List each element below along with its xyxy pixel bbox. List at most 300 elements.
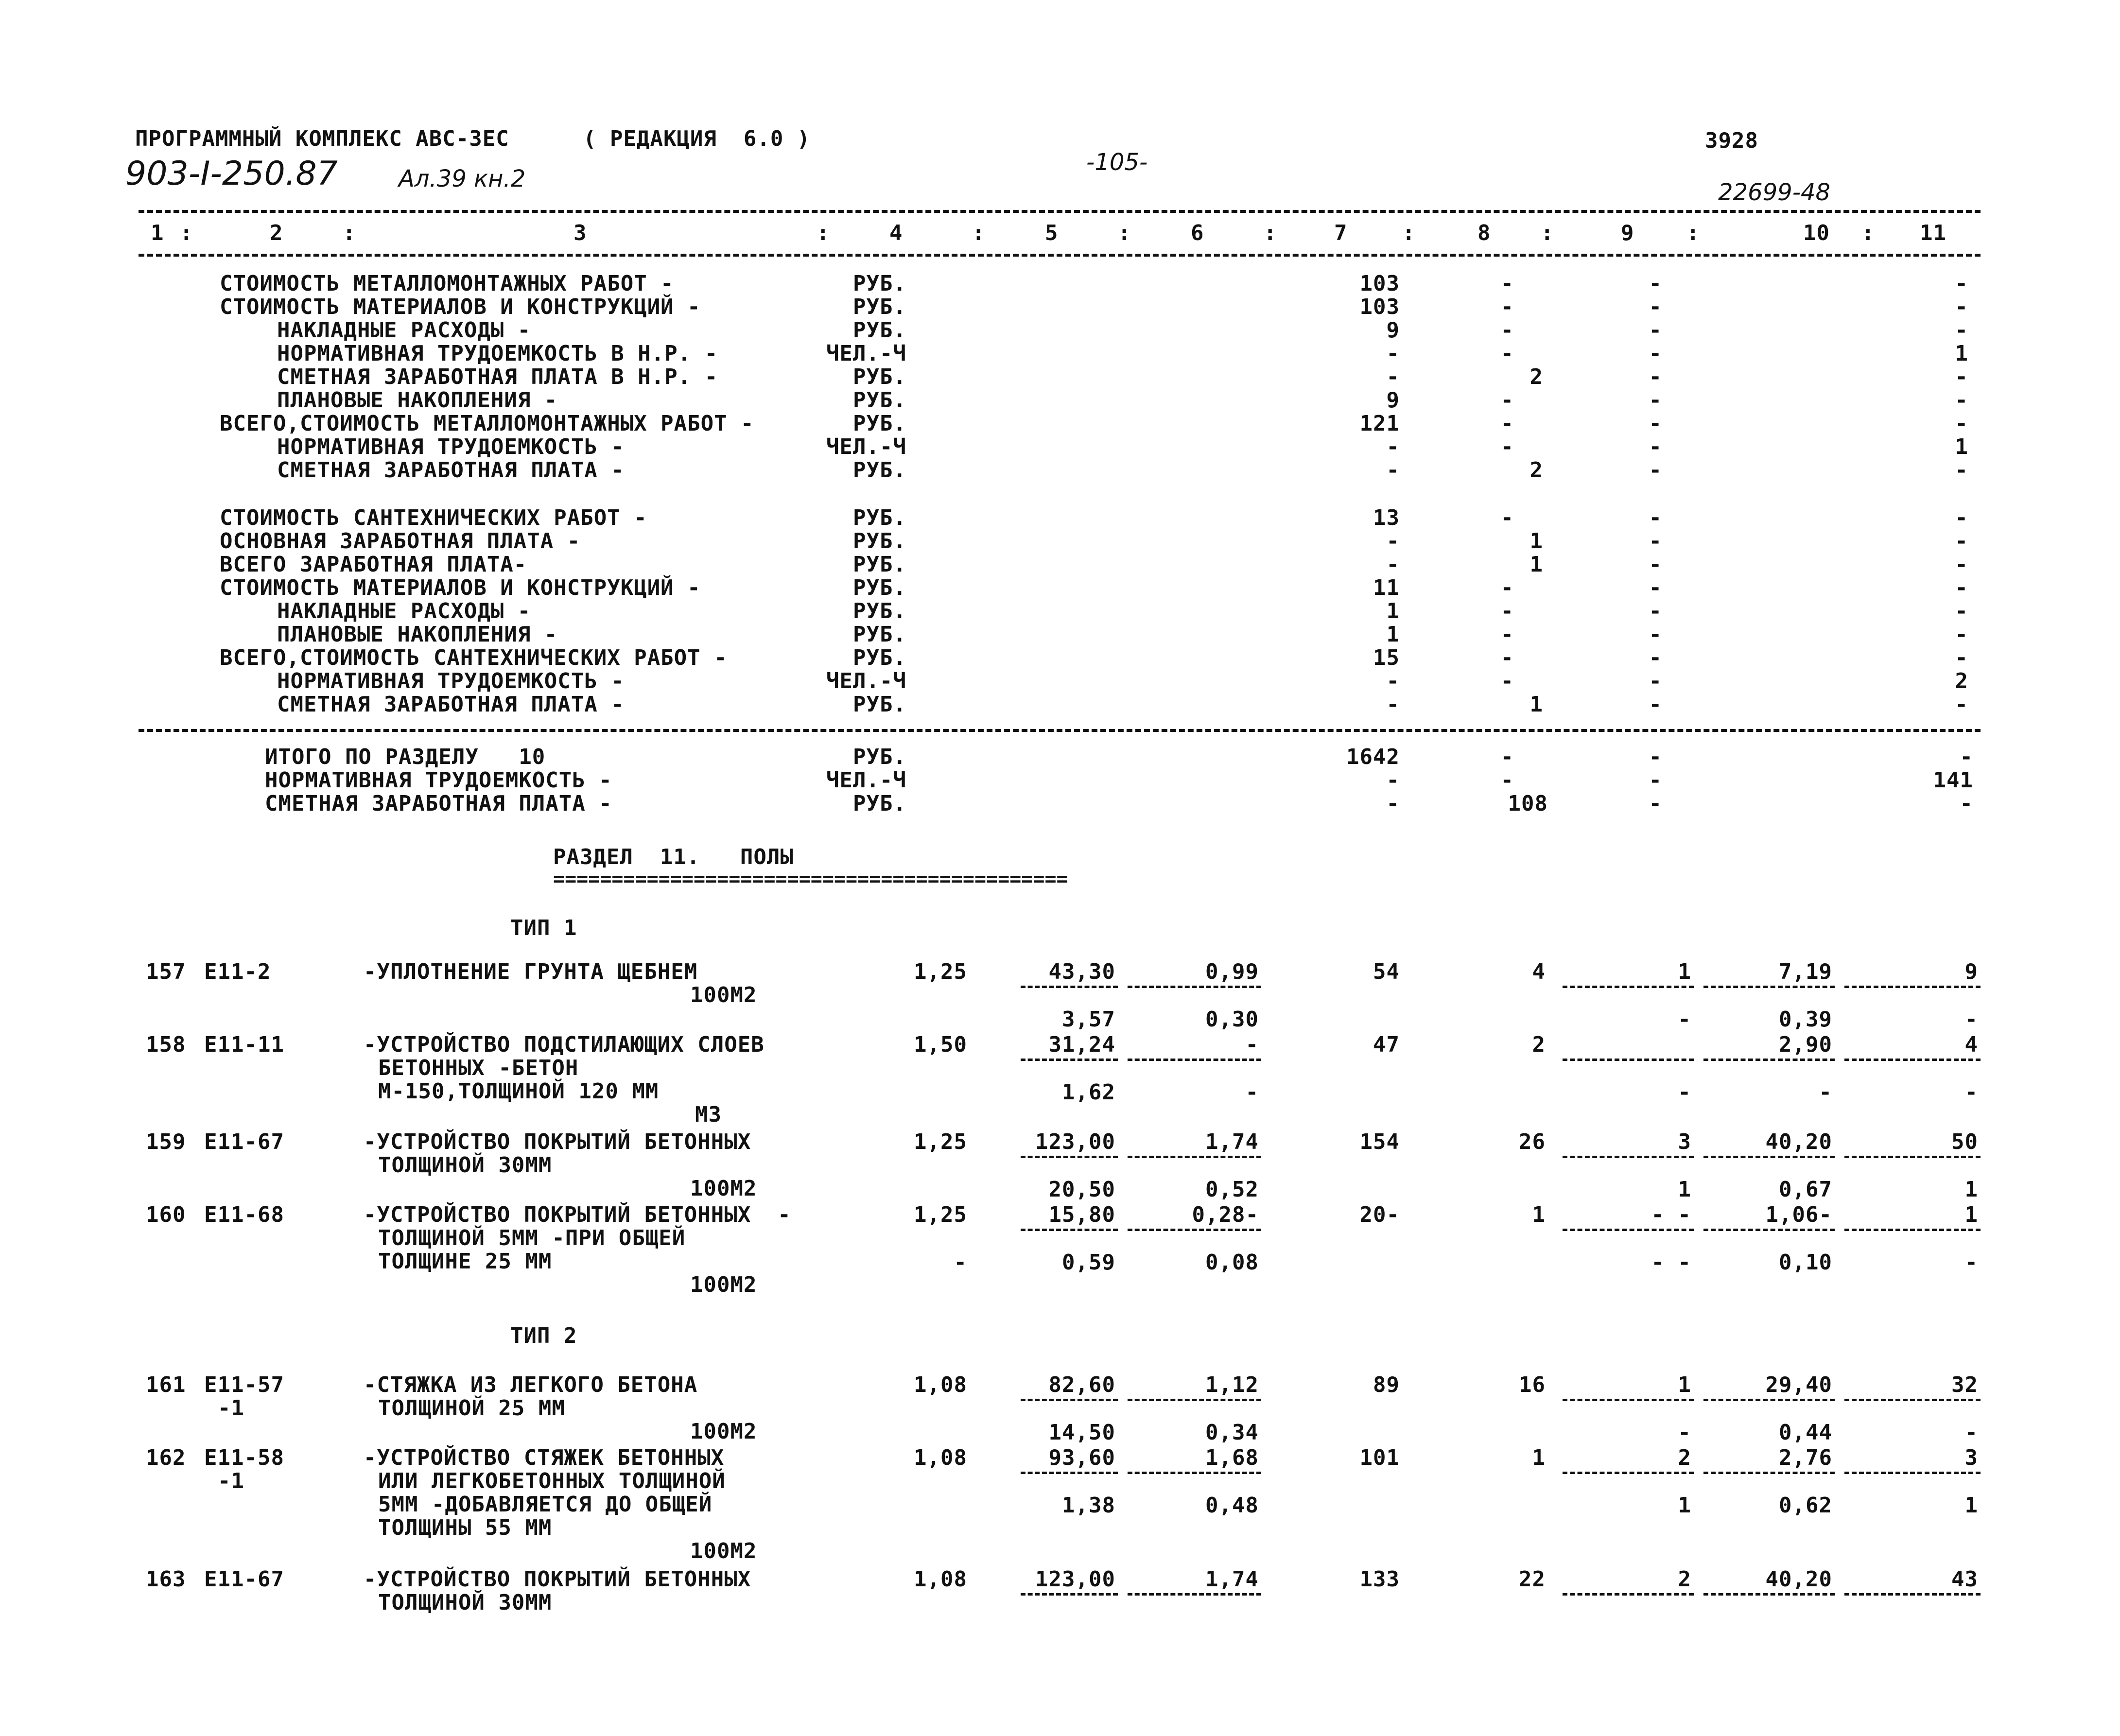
item-description: -УСТРОЙСТВО ПОДСТИЛАЮЩИХ СЛОЕВ xyxy=(364,1032,765,1057)
item-c6-sub: 0,30 xyxy=(1205,1007,1259,1032)
item-c10-sub: 0,62 xyxy=(1779,1493,1832,1518)
item-rule-col5 xyxy=(1021,1156,1118,1158)
summary-col11: 2 xyxy=(1955,669,1968,694)
summary-col11: - xyxy=(1955,271,1968,296)
item-c4: 1,25 xyxy=(914,1129,967,1154)
total-col8: - xyxy=(1500,745,1514,769)
item-c6-sub: 0,48 xyxy=(1205,1493,1259,1518)
summary-col8: - xyxy=(1500,318,1514,343)
item-rule-col6 xyxy=(1128,1399,1261,1401)
section-total-rule xyxy=(139,729,1981,732)
summary-col8: - xyxy=(1500,645,1514,670)
summary-col8: - xyxy=(1500,669,1514,694)
item-unit: 100М2 xyxy=(690,1539,757,1563)
summary-unit: РУБ. xyxy=(853,271,906,296)
item-c10: 7,19 xyxy=(1779,959,1832,984)
summary-col7: - xyxy=(1386,434,1400,459)
summary-col7: - xyxy=(1386,365,1400,389)
item-description: ТОЛЩИНОЙ 30ММ xyxy=(378,1590,552,1615)
summary-col9: - xyxy=(1649,669,1662,694)
item-rule-col6 xyxy=(1128,1059,1261,1061)
summary-col9: - xyxy=(1649,434,1662,459)
column-separator: : xyxy=(1402,221,1416,245)
section-title: РАЗДЕЛ 11. ПОЛЫ xyxy=(553,845,794,869)
summary-unit: ЧЕЛ.-Ч xyxy=(826,434,906,459)
summary-col8: - xyxy=(1500,599,1514,624)
summary-unit: РУБ. xyxy=(853,599,906,624)
item-c6: - xyxy=(1245,1032,1259,1057)
item-rule-col6 xyxy=(1128,1593,1261,1596)
column-header-1: 1 xyxy=(151,221,164,245)
item-c9: 1 xyxy=(1678,959,1691,984)
column-separator: : xyxy=(972,221,986,245)
item-c5: 82,60 xyxy=(1048,1372,1115,1397)
item-description: БЕТОННЫХ -БЕТОН xyxy=(378,1056,579,1080)
item-rule-col6 xyxy=(1128,986,1261,988)
summary-unit: РУБ. xyxy=(853,365,906,389)
item-c6: 1,74 xyxy=(1205,1567,1259,1592)
item-c10-sub: 0,44 xyxy=(1779,1420,1832,1445)
item-rule-col11 xyxy=(1844,1059,1981,1061)
item-c6: 1,68 xyxy=(1205,1445,1259,1470)
item-unit: 100М2 xyxy=(690,983,757,1007)
summary-col9: - xyxy=(1649,645,1662,670)
summary-unit: РУБ. xyxy=(853,552,906,577)
item-c7: 101 xyxy=(1359,1445,1400,1470)
item-rule-col9 xyxy=(1563,1399,1694,1401)
item-rule-col5 xyxy=(1021,986,1118,988)
item-code: Е11-68 xyxy=(204,1202,284,1227)
summary-unit: РУБ. xyxy=(853,645,906,670)
item-code: Е11-11 xyxy=(204,1032,284,1057)
column-header-6: 6 xyxy=(1191,221,1204,245)
item-c9-sub: - xyxy=(1678,1080,1691,1105)
item-c11-sub: - xyxy=(1964,1420,1978,1445)
total-col8: - xyxy=(1500,768,1514,793)
item-code-suffix: -1 xyxy=(218,1469,244,1493)
total-col11: - xyxy=(1960,791,1973,816)
summary-col11: - xyxy=(1955,645,1968,670)
item-rule-col10 xyxy=(1703,1399,1835,1401)
item-c8: 22 xyxy=(1519,1567,1546,1592)
item-c11: 4 xyxy=(1964,1032,1978,1057)
total-col9: - xyxy=(1649,745,1662,769)
summary-unit: РУБ. xyxy=(853,622,906,647)
summary-col9: - xyxy=(1649,388,1662,413)
summary-col7: 13 xyxy=(1373,505,1400,530)
sheet-number: Ал.39 кн.2 xyxy=(399,165,526,192)
item-description: ТОЛЩИНЫ 55 ММ xyxy=(378,1515,552,1540)
item-c11-sub: - xyxy=(1964,1250,1978,1275)
item-description: ТОЛЩИНЕ 25 ММ xyxy=(378,1249,552,1274)
item-c6-sub: 0,52 xyxy=(1205,1177,1259,1202)
summary-col9: - xyxy=(1649,341,1662,366)
item-rule-col5 xyxy=(1021,1059,1118,1061)
item-rule-col11 xyxy=(1844,1472,1981,1474)
item-c11: 9 xyxy=(1964,959,1978,984)
summary-unit: РУБ. xyxy=(853,575,906,600)
item-rule-col5 xyxy=(1021,1593,1118,1596)
column-separator: : xyxy=(1118,221,1131,245)
item-description: ТОЛЩИНОЙ 5ММ -ПРИ ОБЩЕЙ xyxy=(378,1226,686,1250)
item-rule-col11 xyxy=(1844,1399,1981,1401)
summary-unit: ЧЕЛ.-Ч xyxy=(826,341,906,366)
column-separator: : xyxy=(1541,221,1554,245)
item-c4-sub: - xyxy=(954,1250,967,1275)
item-rule-col10 xyxy=(1703,1156,1835,1158)
total-label: ИТОГО ПО РАЗДЕЛУ 10 xyxy=(265,745,546,769)
summary-col8: - xyxy=(1500,575,1514,600)
item-c4: 1,50 xyxy=(914,1032,967,1057)
item-c4: 1,08 xyxy=(914,1445,967,1470)
summary-col11: - xyxy=(1955,575,1968,600)
item-c7: 20- xyxy=(1359,1202,1400,1227)
item-c5-sub: 0,59 xyxy=(1062,1250,1115,1275)
total-col8: 108 xyxy=(1508,791,1548,816)
page-number: -105- xyxy=(1086,149,1148,176)
item-c7: 154 xyxy=(1359,1129,1400,1154)
item-c5-sub: 1,38 xyxy=(1062,1493,1115,1518)
item-c10: 40,20 xyxy=(1765,1567,1832,1592)
summary-col8: 1 xyxy=(1529,529,1543,554)
summary-col11: - xyxy=(1955,295,1968,319)
summary-unit: РУБ. xyxy=(853,458,906,483)
summary-col8: 1 xyxy=(1529,552,1543,577)
summary-col7: - xyxy=(1386,552,1400,577)
item-number: 158 xyxy=(146,1032,186,1057)
header-rule-top xyxy=(139,210,1981,213)
item-rule-col9 xyxy=(1563,1059,1694,1061)
edition: ( РЕДАКЦИЯ 6.0 ) xyxy=(583,126,811,151)
summary-col11: - xyxy=(1955,318,1968,343)
column-header-3: 3 xyxy=(573,221,587,245)
summary-col9: - xyxy=(1649,458,1662,483)
item-c9-sub: - xyxy=(1678,1420,1691,1445)
summary-label: НОРМАТИВНАЯ ТРУДОЕМКОСТЬ В Н.Р. - xyxy=(277,341,718,366)
column-separator: : xyxy=(817,221,830,245)
item-rule-col9 xyxy=(1563,1229,1694,1231)
summary-col11: - xyxy=(1955,388,1968,413)
item-rule-col11 xyxy=(1844,1229,1981,1231)
item-rule-col11 xyxy=(1844,1593,1981,1596)
item-c8: 2 xyxy=(1532,1032,1546,1057)
summary-col7: 15 xyxy=(1373,645,1400,670)
item-c6-sub: - xyxy=(1245,1080,1259,1105)
summary-col9: - xyxy=(1649,505,1662,530)
item-c5-sub: 1,62 xyxy=(1062,1080,1115,1105)
item-code: Е11-57 xyxy=(204,1372,284,1397)
item-c5: 15,80 xyxy=(1048,1202,1115,1227)
total-label: НОРМАТИВНАЯ ТРУДОЕМКОСТЬ - xyxy=(265,768,612,793)
summary-col11: - xyxy=(1955,552,1968,577)
column-separator: : xyxy=(1686,221,1700,245)
item-unit: 100М2 xyxy=(690,1272,757,1297)
summary-col9: - xyxy=(1649,552,1662,577)
summary-col8: - xyxy=(1500,411,1514,436)
summary-col7: - xyxy=(1386,341,1400,366)
column-header-7: 7 xyxy=(1334,221,1348,245)
item-c11: 43 xyxy=(1951,1567,1978,1592)
item-description: -УСТРОЙСТВО СТЯЖЕК БЕТОННЫХ xyxy=(364,1445,725,1470)
item-c4: 1,25 xyxy=(914,959,967,984)
item-code: Е11-67 xyxy=(204,1567,284,1592)
summary-col7: 1 xyxy=(1386,599,1400,624)
summary-col7: 103 xyxy=(1359,271,1400,296)
item-c9: 2 xyxy=(1678,1567,1691,1592)
summary-col8: - xyxy=(1500,295,1514,319)
total-col7: 1642 xyxy=(1346,745,1400,769)
item-c8: 4 xyxy=(1532,959,1546,984)
item-c8: 1 xyxy=(1532,1445,1546,1470)
item-rule-col6 xyxy=(1128,1472,1261,1474)
summary-unit: РУБ. xyxy=(853,692,906,717)
type-2-heading: ТИП 2 xyxy=(510,1323,577,1348)
summary-col8: - xyxy=(1500,622,1514,647)
summary-col11: - xyxy=(1955,692,1968,717)
item-description: ТОЛЩИНОЙ 30ММ xyxy=(378,1153,552,1178)
summary-label: НОРМАТИВНАЯ ТРУДОЕМКОСТЬ - xyxy=(277,434,625,459)
item-description: -УПЛОТНЕНИЕ ГРУНТА ЩЕБНЕМ xyxy=(364,959,698,984)
summary-col7: 9 xyxy=(1386,318,1400,343)
item-c5: 43,30 xyxy=(1048,959,1115,984)
item-number: 161 xyxy=(146,1372,186,1397)
column-separator: : xyxy=(1264,221,1277,245)
column-separator: : xyxy=(1861,221,1875,245)
summary-col7: - xyxy=(1386,529,1400,554)
summary-col7: 121 xyxy=(1359,411,1400,436)
item-c10: 1,06- xyxy=(1765,1202,1832,1227)
summary-col7: 1 xyxy=(1386,622,1400,647)
item-c9-sub: - - xyxy=(1651,1250,1691,1275)
summary-col11: 1 xyxy=(1955,434,1968,459)
item-code-suffix: -1 xyxy=(218,1396,244,1421)
item-c6: 0,99 xyxy=(1205,959,1259,984)
item-c10: 40,20 xyxy=(1765,1129,1832,1154)
item-rule-col5 xyxy=(1021,1399,1118,1401)
summary-col7: 9 xyxy=(1386,388,1400,413)
item-c7: 89 xyxy=(1373,1372,1400,1397)
summary-label: НАКЛАДНЫЕ РАСХОДЫ - xyxy=(277,599,531,624)
item-c9-sub: - xyxy=(1678,1007,1691,1032)
item-number: 160 xyxy=(146,1202,186,1227)
total-col9: - xyxy=(1649,791,1662,816)
summary-col9: - xyxy=(1649,365,1662,389)
summary-unit: РУБ. xyxy=(853,529,906,554)
item-rule-col9 xyxy=(1563,1156,1694,1158)
item-c10-sub: 0,39 xyxy=(1779,1007,1832,1032)
item-number: 163 xyxy=(146,1567,186,1592)
item-code: Е11-67 xyxy=(204,1129,284,1154)
item-rule-col9 xyxy=(1563,1472,1694,1474)
summary-label: СТОИМОСТЬ САНТЕХНИЧЕСКИХ РАБОТ - xyxy=(220,505,647,530)
item-number: 157 xyxy=(146,959,186,984)
document-code: 903-I-250.87 xyxy=(125,155,338,193)
item-rule-col9 xyxy=(1563,986,1694,988)
item-c10: 2,76 xyxy=(1779,1445,1832,1470)
summary-col8: - xyxy=(1500,271,1514,296)
item-c5: 93,60 xyxy=(1048,1445,1115,1470)
summary-col9: - xyxy=(1649,622,1662,647)
item-c5-sub: 3,57 xyxy=(1062,1007,1115,1032)
item-c6: 1,12 xyxy=(1205,1372,1259,1397)
item-c4: 1,08 xyxy=(914,1567,967,1592)
item-c11-sub: 1 xyxy=(1964,1177,1978,1202)
column-header-5: 5 xyxy=(1045,221,1059,245)
code-right: 3928 xyxy=(1705,128,1758,153)
item-c10: 29,40 xyxy=(1765,1372,1832,1397)
item-c5: 123,00 xyxy=(1035,1567,1115,1592)
item-unit: 100М2 xyxy=(690,1176,757,1201)
summary-col11: - xyxy=(1955,505,1968,530)
summary-col8: - xyxy=(1500,341,1514,366)
item-c6: 1,74 xyxy=(1205,1129,1259,1154)
item-c10-sub: - xyxy=(1819,1080,1832,1105)
item-c9: 1 xyxy=(1678,1372,1691,1397)
item-rule-col10 xyxy=(1703,1059,1835,1061)
item-c6-sub: 0,34 xyxy=(1205,1420,1259,1445)
item-c5-sub: 20,50 xyxy=(1048,1177,1115,1202)
item-description: 5ММ -ДОБАВЛЯЕТСЯ ДО ОБЩЕЙ xyxy=(378,1492,712,1517)
summary-label: ПЛАНОВЫЕ НАКОПЛЕНИЯ - xyxy=(277,622,558,647)
item-code: Е11-2 xyxy=(204,959,271,984)
item-rule-col6 xyxy=(1128,1229,1261,1231)
item-code: Е11-58 xyxy=(204,1445,284,1470)
program-name: ПРОГРАММНЫЙ КОМПЛЕКС АВС-3ЕС xyxy=(135,126,509,151)
item-c7: 54 xyxy=(1373,959,1400,984)
item-c4: 1,08 xyxy=(914,1372,967,1397)
total-col11: 141 xyxy=(1933,768,1973,793)
item-rule-col10 xyxy=(1703,986,1835,988)
summary-col11: - xyxy=(1955,458,1968,483)
summary-col8: 1 xyxy=(1529,692,1543,717)
item-description: М-150,ТОЛЩИНОЙ 120 ММ xyxy=(378,1079,659,1104)
item-c11: 1 xyxy=(1964,1202,1978,1227)
summary-label: ОСНОВНАЯ ЗАРАБОТНАЯ ПЛАТА - xyxy=(220,529,581,554)
item-description: -УСТРОЙСТВО ПОКРЫТИЙ БЕТОННЫХ - xyxy=(364,1202,791,1227)
summary-col9: - xyxy=(1649,599,1662,624)
summary-col8: - xyxy=(1500,434,1514,459)
column-separator: : xyxy=(343,221,356,245)
item-description: ИЛИ ЛЕГКОБЕТОННЫХ ТОЛЩИНОЙ xyxy=(378,1469,726,1493)
summary-label: СТОИМОСТЬ МЕТАЛЛОМОНТАЖНЫХ РАБОТ - xyxy=(220,271,674,296)
item-c11: 32 xyxy=(1951,1372,1978,1397)
summary-col11: - xyxy=(1955,365,1968,389)
summary-label: НАКЛАДНЫЕ РАСХОДЫ - xyxy=(277,318,531,343)
item-c4: 1,25 xyxy=(914,1202,967,1227)
summary-col8: - xyxy=(1500,505,1514,530)
summary-unit: ЧЕЛ.-Ч xyxy=(826,669,906,694)
total-col7: - xyxy=(1386,791,1400,816)
item-unit: М3 xyxy=(695,1102,722,1127)
column-header-11: 11 xyxy=(1920,221,1946,245)
summary-col7: - xyxy=(1386,669,1400,694)
summary-unit: РУБ. xyxy=(853,318,906,343)
summary-col11: - xyxy=(1955,622,1968,647)
summary-col8: - xyxy=(1500,388,1514,413)
item-description: -СТЯЖКА ИЗ ЛЕГКОГО БЕТОНА xyxy=(364,1372,698,1397)
summary-col9: - xyxy=(1649,411,1662,436)
item-c11-sub: - xyxy=(1964,1080,1978,1105)
summary-col9: - xyxy=(1649,295,1662,319)
summary-unit: РУБ. xyxy=(853,388,906,413)
column-header-10: 10 xyxy=(1803,221,1830,245)
total-unit: РУБ. xyxy=(853,791,906,816)
item-rule-col11 xyxy=(1844,1156,1981,1158)
summary-col9: - xyxy=(1649,575,1662,600)
column-header-4: 4 xyxy=(889,221,903,245)
summary-label: ПЛАНОВЫЕ НАКОПЛЕНИЯ - xyxy=(277,388,558,413)
item-c7: 47 xyxy=(1373,1032,1400,1057)
item-c10-sub: 0,10 xyxy=(1779,1250,1832,1275)
summary-label: СМЕТНАЯ ЗАРАБОТНАЯ ПЛАТА - xyxy=(277,458,625,483)
summary-col11: - xyxy=(1955,529,1968,554)
total-col11: - xyxy=(1960,745,1973,769)
item-rule-col5 xyxy=(1021,1229,1118,1231)
item-c5: 123,00 xyxy=(1035,1129,1115,1154)
item-rule-col6 xyxy=(1128,1156,1261,1158)
header-rule-bottom xyxy=(139,254,1981,257)
item-c9-sub: 1 xyxy=(1678,1177,1691,1202)
section-underline: ============================================ xyxy=(553,868,1068,890)
summary-unit: РУБ. xyxy=(853,411,906,436)
item-c9: - - xyxy=(1651,1202,1691,1227)
total-col9: - xyxy=(1649,768,1662,793)
summary-label: ВСЕГО,СТОИМОСТЬ МЕТАЛЛОМОНТАЖНЫХ РАБОТ - xyxy=(220,411,754,436)
registration-number: 22699-48 xyxy=(1718,179,1831,206)
summary-col8: 2 xyxy=(1529,365,1543,389)
item-unit: 100М2 xyxy=(690,1419,757,1444)
total-col7: - xyxy=(1386,768,1400,793)
item-c11-sub: - xyxy=(1964,1007,1978,1032)
item-c11-sub: 1 xyxy=(1964,1493,1978,1518)
summary-col11: - xyxy=(1955,599,1968,624)
item-number: 159 xyxy=(146,1129,186,1154)
item-description: -УСТРОЙСТВО ПОКРЫТИЙ БЕТОННЫХ xyxy=(364,1567,751,1592)
summary-label: СТОИМОСТЬ МАТЕРИАЛОВ И КОНСТРУКЦИЙ - xyxy=(220,295,701,319)
summary-label: ВСЕГО ЗАРАБОТНАЯ ПЛАТА- xyxy=(220,552,527,577)
item-description: -УСТРОЙСТВО ПОКРЫТИЙ БЕТОННЫХ xyxy=(364,1129,751,1154)
summary-label: СМЕТНАЯ ЗАРАБОТНАЯ ПЛАТА - xyxy=(277,692,625,717)
summary-col9: - xyxy=(1649,318,1662,343)
summary-col7: 11 xyxy=(1373,575,1400,600)
column-separator: : xyxy=(180,221,193,245)
item-c9: 3 xyxy=(1678,1129,1691,1154)
summary-unit: РУБ. xyxy=(853,505,906,530)
column-header-9: 9 xyxy=(1621,221,1634,245)
summary-col11: 1 xyxy=(1955,341,1968,366)
type-1-heading: ТИП 1 xyxy=(510,916,577,940)
total-unit: ЧЕЛ.-Ч xyxy=(826,768,906,793)
item-description: ТОЛЩИНОЙ 25 ММ xyxy=(378,1396,565,1421)
item-number: 162 xyxy=(146,1445,186,1470)
item-c9-sub: 1 xyxy=(1678,1493,1691,1518)
summary-unit: РУБ. xyxy=(853,295,906,319)
item-c11: 50 xyxy=(1951,1129,1978,1154)
item-rule-col5 xyxy=(1021,1472,1118,1474)
total-label: СМЕТНАЯ ЗАРАБОТНАЯ ПЛАТА - xyxy=(265,791,612,816)
column-header-2: 2 xyxy=(270,221,283,245)
summary-col9: - xyxy=(1649,271,1662,296)
summary-label: ВСЕГО,СТОИМОСТЬ САНТЕХНИЧЕСКИХ РАБОТ - xyxy=(220,645,728,670)
summary-col9: - xyxy=(1649,692,1662,717)
item-rule-col10 xyxy=(1703,1472,1835,1474)
item-rule-col9 xyxy=(1563,1593,1694,1596)
item-c8: 16 xyxy=(1519,1372,1546,1397)
summary-col9: - xyxy=(1649,529,1662,554)
item-c10: 2,90 xyxy=(1779,1032,1832,1057)
summary-col11: - xyxy=(1955,411,1968,436)
item-c8: 1 xyxy=(1532,1202,1546,1227)
